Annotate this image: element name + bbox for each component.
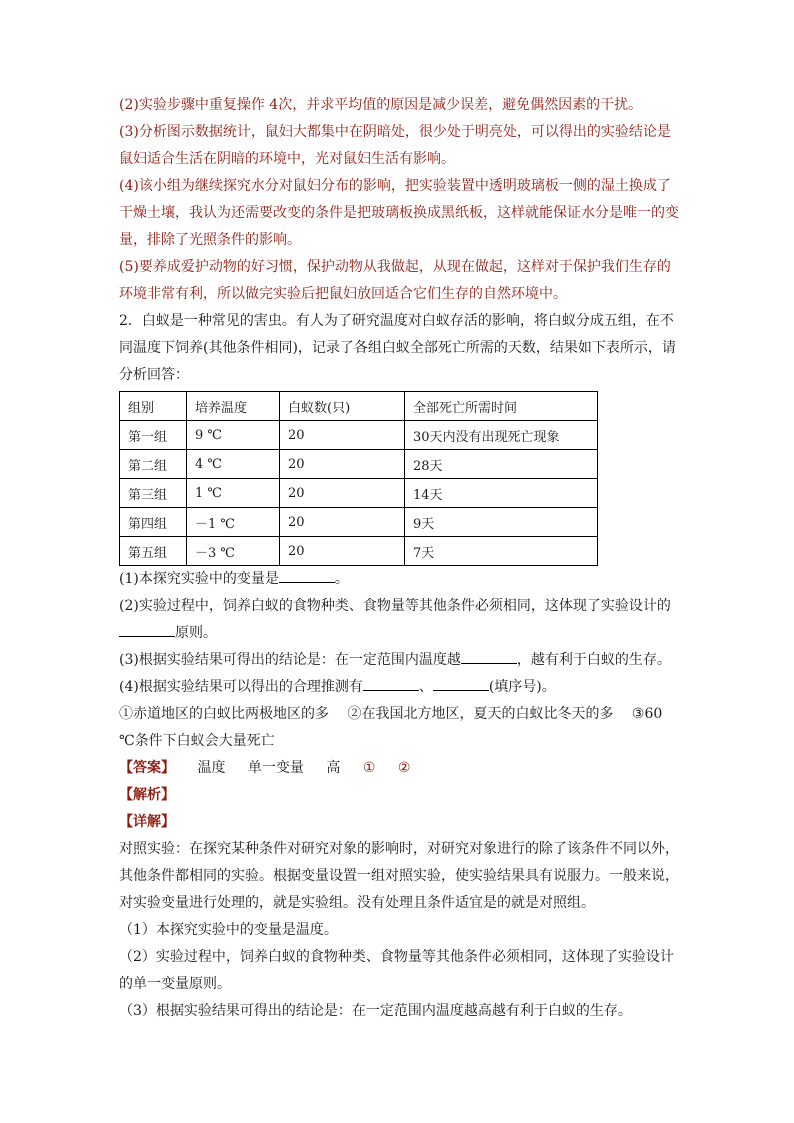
table-cell: 4 ℃: [187, 450, 280, 479]
answer-value: 温度: [197, 760, 226, 776]
answer-blank: [433, 690, 489, 691]
table-cell: 28天: [405, 450, 598, 479]
answer-blank: [279, 582, 335, 583]
detail-line: （3）根据实验结果可得出的结论是：在一定范围内温度越高越有利于白蚁的生存。: [119, 1003, 632, 1019]
table-row: [120, 450, 598, 479]
table-header: 培养温度: [187, 392, 280, 421]
table-row: [120, 537, 598, 566]
option-1: ①赤道地区的白蚁比两极地区的多: [119, 706, 329, 722]
answer-value: 高: [326, 760, 341, 776]
sub-question-1: (1)本探究实验中的变量是 。: [119, 571, 349, 587]
table-cell: 20: [280, 537, 405, 566]
table-cell: 9 ℃: [187, 421, 280, 450]
question-stem: 分析回答：: [119, 367, 189, 383]
document-page: [119, 92, 679, 1025]
option-3: ③60: [631, 706, 663, 722]
answer-blank: [461, 663, 517, 664]
detail-line: 的单一变量原则。: [119, 976, 231, 992]
prev-answer-line: (3)分析图示数据统计，鼠妇大都集中在阴暗处，很少处于明亮处，可以得出的实验结论是: [119, 124, 671, 140]
prev-answer-line: (2)实验步骤中重复操作 4次，并求平均值的原因是减少误差，避免偶然因素的干扰。: [119, 97, 643, 113]
table-header-row: [120, 392, 598, 421]
table-cell: 30天内没有出现死亡现象: [405, 421, 598, 450]
table-row: [120, 479, 598, 508]
prev-answer-line: 鼠妇适合生活在阴暗的环境中，光对鼠妇生活有影响。: [119, 151, 455, 167]
table-cell: 20: [280, 421, 405, 450]
detail-line: 其他条件都相同的实验。根据变量设置一组对照实验，使实验结果具有说服力。一般来说，: [119, 868, 679, 884]
prev-answer-line: 量，排除了光照条件的影响。: [119, 232, 301, 248]
table-row: [120, 508, 598, 537]
table-cell: 1 ℃: [187, 479, 280, 508]
table-cell: 第四组: [120, 508, 187, 537]
detail-line: （2）实验过程中，饲养白蚁的食物种类、食物量等其他条件必须相同，这体现了实验设计: [119, 949, 674, 965]
table-cell: 第二组: [120, 450, 187, 479]
table-cell: 第五组: [120, 537, 187, 566]
data-table: [119, 391, 598, 566]
table-row: [120, 421, 598, 450]
table-header: 白蚁数(只): [280, 392, 405, 421]
sub-question-3: (3)根据实验结果可得出的结论是：在一定范围内温度越 ，越有利于白蚁的生存。: [119, 652, 671, 668]
table-cell: 20: [280, 508, 405, 537]
sub-question-2-cont: 原则。: [119, 620, 679, 647]
question-stem: 2．白蚁是一种常见的害虫。有人为了研究温度对白蚁存活的影响，将白蚁分成五组，在不: [119, 313, 674, 329]
table-cell: 第一组: [120, 421, 187, 450]
table-cell: 9天: [405, 508, 598, 537]
table-cell: －3 ℃: [187, 537, 280, 566]
prev-answer-line: (4)该小组为继续探究水分对鼠妇分布的影响，把实验装置中透明玻璃板一侧的湿土换成了: [119, 178, 671, 194]
table-cell: 20: [280, 450, 405, 479]
option-2: ②在我国北方地区，夏天的白蚁比冬天的多: [347, 706, 614, 722]
prev-answer-line: (5)要养成爱护动物的好习惯，保护动物从我做起，从现在做起，这样对于保护我们生存的: [119, 259, 671, 275]
table-header: 全部死亡所需时间: [405, 392, 598, 421]
detail-line: （1）本探究实验中的变量是温度。: [119, 922, 338, 938]
answer-value: ①: [362, 760, 376, 776]
table-cell: 14天: [405, 479, 598, 508]
table-header: 组别: [120, 392, 187, 421]
answer-value: 单一变量: [247, 760, 304, 776]
sub-question-4: (4)根据实验结果可以得出的合理推测有 、 (填序号)。: [119, 679, 556, 695]
table-cell: 20: [280, 479, 405, 508]
answer-blank: [119, 636, 175, 637]
answer-label: 【答案】: [119, 760, 175, 776]
options-line: [119, 701, 679, 728]
table-cell: －1 ℃: [187, 508, 280, 537]
table-cell: 第三组: [120, 479, 187, 508]
analysis-label: 【解析】: [119, 787, 175, 803]
question-stem: 同温度下饲养(其他条件相同)，记录了各组白蚁全部死亡所需的天数，结果如下表所示，请: [119, 340, 676, 356]
answer-line: [119, 755, 679, 782]
prev-answer-line: 干燥土壤，我认为还需要改变的条件是把玻璃板换成黑纸板，这样就能保证水分是唯一的变: [119, 205, 679, 221]
table-cell: 7天: [405, 537, 598, 566]
answer-blank: [363, 690, 419, 691]
detail-line: 对实验变量进行处理的，就是实验组。没有处理且条件适宜是的就是对照组。: [119, 895, 595, 911]
options-line-cont: ℃条件下白蚁会大量死亡: [119, 733, 275, 749]
detail-line: 对照实验：在探究某种条件对研究对象的影响时，对研究对象进行的除了该条件不同以外，: [119, 841, 679, 857]
detail-label: 【详解】: [119, 814, 175, 830]
answer-value: ②: [397, 760, 411, 776]
sub-question-2: (2)实验过程中，饲养白蚁的食物种类、食物量等其他条件必须相同，这体现了实验设计的: [119, 598, 671, 614]
prev-answer-line: 环境非常有利，所以做完实验后把鼠妇放回适合它们生存的自然环境中。: [119, 286, 567, 302]
